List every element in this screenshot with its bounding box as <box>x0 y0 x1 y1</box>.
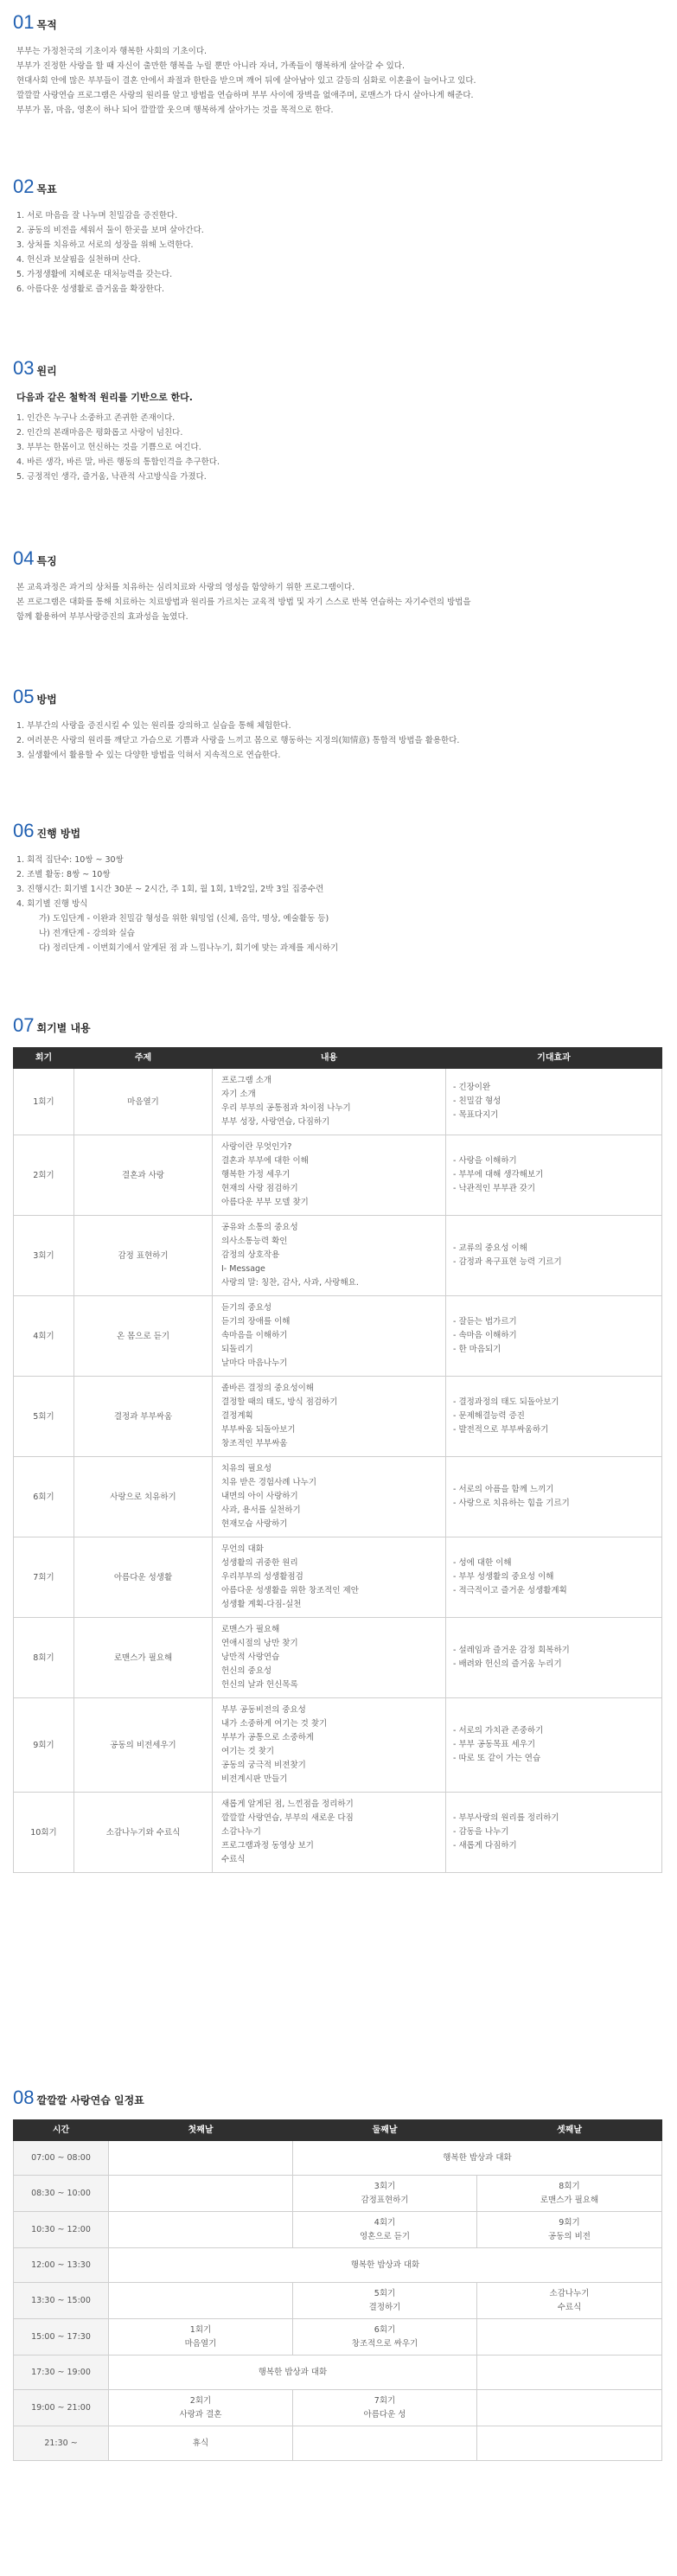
list-item: 4. 회기별 진행 방식 <box>16 899 88 910</box>
table-row <box>14 2212 662 2248</box>
session-number-cell: 8회기 <box>14 1618 74 1698</box>
empty-cell <box>109 2176 293 2212</box>
content-item: 현재모습 사랑하기 <box>221 1519 288 1530</box>
table-row <box>14 2355 662 2390</box>
list-item: 3. 실생활에서 활용할 수 있는 다양한 방법을 익혀서 지속적으로 연습한다. <box>16 751 281 761</box>
content-item: 아름다운 성생활을 위한 창조적인 제안 <box>221 1586 359 1596</box>
effect-list <box>453 1724 655 1766</box>
session-no: 소감나누기 <box>549 2288 590 2298</box>
content-item: 연애시절의 낭만 찾기 <box>221 1639 298 1649</box>
content-item: 부부 성장, 사랑연습, 다짐하기 <box>221 1117 330 1128</box>
effect-item: - 사랑을 이해하기 <box>453 1156 517 1167</box>
session-topic: 마음열기 <box>184 2338 217 2349</box>
schedule-cell <box>293 2283 477 2319</box>
session-effect-cell <box>446 1793 662 1873</box>
content-item: 현재의 사랑 점검하기 <box>221 1184 298 1194</box>
effect-item: - 적극적이고 즐거운 성생활계획 <box>453 1586 567 1596</box>
effect-list <box>453 1812 655 1853</box>
session-content-cell <box>213 1069 446 1135</box>
meal-cell: 행복한 밥상과 대화 <box>109 2248 662 2283</box>
session-number-cell: 2회기 <box>14 1135 74 1216</box>
session-topic-cell: 공동의 비전세우기 <box>74 1698 213 1793</box>
session-content-cell <box>213 1457 446 1537</box>
list-item: 2. 여러분은 사랑의 원리를 깨닫고 가슴으로 기쁨과 사랑을 느끼고 몸으로 행동하는 지정의(知情意) 통합적 방법을 활용한다. <box>16 736 460 746</box>
content-list <box>221 1221 437 1290</box>
session-topic-cell: 아름다운 성생활 <box>74 1537 213 1618</box>
effect-item: - 속마음 이해하기 <box>453 1331 517 1341</box>
list-item: 2. 조별 활동: 8쌍 ~ 10쌍 <box>16 870 111 880</box>
schedule-cell <box>109 2319 293 2355</box>
session-no: 6회기 <box>374 2324 396 2335</box>
section-title: 특징 <box>36 555 57 567</box>
effect-list <box>453 1644 655 1672</box>
content-item: 로맨스가 필요해 <box>221 1625 280 1635</box>
effect-item: - 설레임과 즐거운 감정 회복하기 <box>453 1646 570 1656</box>
content-item: 사랑이란 무엇인가? <box>221 1142 292 1153</box>
list-item: 3. 부부는 한몸이고 헌신하는 것을 기쁨으로 여긴다. <box>16 442 201 452</box>
table-row <box>14 1069 662 1135</box>
session-no: 7회기 <box>374 2395 396 2406</box>
section-title: 진행 방법 <box>36 828 81 840</box>
session-topic: 공동의 비전 <box>548 2231 591 2241</box>
section-principles <box>13 359 661 484</box>
list-item: 3. 진행시간: 회기별 1시간 30분 ~ 2시간, 주 1회, 월 1회, 1박2일, 2박 3일 집중수련 <box>16 885 324 895</box>
effect-item: - 새롭게 다짐하기 <box>453 1841 517 1851</box>
column-header: 기대효과 <box>446 1048 662 1069</box>
section-goals <box>13 177 661 297</box>
schedule-cell <box>293 2319 477 2355</box>
effect-item: - 부부사랑의 원리를 정리하기 <box>453 1813 559 1824</box>
content-item: 치유의 필요성 <box>221 1464 272 1474</box>
session-topic-cell: 감정 표현하기 <box>74 1216 213 1296</box>
meal-cell: 행복한 밥상과 대화 <box>293 2141 662 2176</box>
content-item: 우리부부의 성생활점검 <box>221 1572 303 1582</box>
session-effect-cell <box>446 1296 662 1377</box>
effect-item: - 부부 성생활의 중요성 이해 <box>453 1572 554 1582</box>
schedule-cell <box>293 2390 477 2426</box>
sessions-table <box>13 1047 662 1873</box>
list-item: 5. 긍정적인 생각, 즐거움, 낙관적 사고방식을 가졌다. <box>16 471 207 482</box>
content-item: 부부싸움 되돌아보기 <box>221 1425 296 1435</box>
text-line: 부부가 진정한 사랑을 할 때 자신이 출만한 행복을 누릴 뿐만 아니라 자녀, 가족들이 행복하게 살아갈 수 있다. <box>16 61 405 72</box>
content-item: 공동의 궁극적 비전찾기 <box>221 1761 306 1771</box>
table-row <box>14 2176 662 2212</box>
table-row <box>14 1296 662 1377</box>
content-list <box>221 1798 437 1867</box>
column-header: 주제 <box>74 1048 213 1069</box>
session-number-cell: 6회기 <box>14 1457 74 1537</box>
principles-lead: 다음과 같은 철학적 원리를 기반으로 한다. <box>16 392 193 404</box>
session-effect-cell <box>446 1377 662 1457</box>
effect-item: - 교류의 중요성 이해 <box>453 1243 527 1254</box>
effect-item: - 발전적으로 부부싸움하기 <box>453 1425 549 1435</box>
content-item: 여기는 것 찾기 <box>221 1747 275 1757</box>
session-content-cell <box>213 1216 446 1296</box>
section-heading <box>13 13 661 34</box>
section-progress <box>13 821 661 956</box>
content-item: 내면의 아이 사랑하기 <box>221 1492 298 1502</box>
time-cell: 12:00 ~ 13:30 <box>14 2248 109 2283</box>
section-schedule <box>13 2088 661 2461</box>
principles-list <box>13 411 661 484</box>
table-header-row <box>14 2120 662 2141</box>
session-effect-cell <box>446 1618 662 1698</box>
effect-item: - 사랑으로 치유하는 힘을 기르기 <box>453 1499 570 1509</box>
content-list <box>221 1703 437 1787</box>
section-title: 방법 <box>36 694 57 706</box>
session-number-cell: 1회기 <box>14 1069 74 1135</box>
session-content-cell <box>213 1793 446 1873</box>
section-heading <box>13 1016 661 1037</box>
session-topic-cell: 마음열기 <box>74 1069 213 1135</box>
time-cell: 13:30 ~ 15:00 <box>14 2283 109 2319</box>
schedule-cell <box>109 2390 293 2426</box>
session-no: 1회기 <box>189 2324 212 2335</box>
section-number: 03 <box>13 357 35 379</box>
content-item: 성생활 계획-다짐-실천 <box>221 1600 302 1610</box>
list-item: 3. 상처를 치유하고 서로의 성장을 위해 노력한다. <box>16 240 194 251</box>
table-row <box>14 1793 662 1873</box>
time-cell: 17:30 ~ 19:00 <box>14 2355 109 2390</box>
session-content-cell <box>213 1537 446 1618</box>
effect-item: - 감정과 욕구표현 능력 기르기 <box>453 1257 562 1268</box>
session-no: 4회기 <box>374 2217 396 2228</box>
content-item: 결혼과 부부에 대한 이해 <box>221 1156 309 1167</box>
content-item: 졸바른 결정의 중요성이해 <box>221 1384 314 1394</box>
list-item: 6. 아름다운 성생활로 즐거움을 확장한다. <box>16 284 164 295</box>
text-line: 깔깔깔 사랑연습 프로그램은 사랑의 원리를 알고 방법을 연습하며 부부 사이에 장벽을 없애주며, 로맨스가 다시 살아나게 해준다. <box>16 91 474 101</box>
session-no: 2회기 <box>189 2395 212 2406</box>
session-topic: 감정표현하기 <box>361 2195 409 2205</box>
effect-item: - 부부에 대해 생각해보기 <box>453 1170 544 1180</box>
section-number: 01 <box>13 11 35 33</box>
table-row <box>14 1698 662 1793</box>
session-no: 9회기 <box>559 2217 580 2228</box>
empty-cell <box>109 2141 293 2176</box>
table-row <box>14 1618 662 1698</box>
session-topic: 아름다운 성 <box>363 2409 406 2419</box>
effect-list <box>453 1242 655 1269</box>
session-number-cell: 3회기 <box>14 1216 74 1296</box>
table-row <box>14 2283 662 2319</box>
schedule-table-body <box>14 2141 662 2461</box>
list-item: 4. 헌신과 보살핌을 실천하며 산다. <box>16 255 141 265</box>
effect-item: - 잘듣는 법가르기 <box>453 1317 517 1327</box>
section-methods <box>13 687 661 763</box>
progress-list <box>13 853 661 956</box>
session-topic: 영혼으로 듣기 <box>359 2231 411 2241</box>
effect-list <box>453 1154 655 1196</box>
effect-item: - 성에 대한 이해 <box>453 1558 512 1569</box>
session-number-cell: 7회기 <box>14 1537 74 1618</box>
effect-list <box>453 1081 655 1122</box>
text-line: 부부가 몸, 마음, 영혼이 하나 되어 깔깔깔 웃으며 행복하게 살아가는 것을 목적으로 한다. <box>16 105 334 116</box>
table-row <box>14 1377 662 1457</box>
section-title: 깔깔깔 사랑연습 일정표 <box>36 2094 144 2106</box>
content-item: 부부가 공통으로 소중하게 <box>221 1733 314 1743</box>
content-item: 우리 부부의 공통점과 차이점 나누기 <box>221 1103 351 1114</box>
section-number: 08 <box>13 2087 35 2108</box>
session-topic: 창조적으로 싸우기 <box>351 2338 418 2349</box>
sessions-table-body <box>14 1069 662 1873</box>
effect-list <box>453 1315 655 1357</box>
session-topic: 수료식 <box>557 2302 582 2312</box>
effect-item: - 서로의 아픔을 함께 느끼기 <box>453 1485 554 1495</box>
schedule-table <box>13 2119 662 2461</box>
text-line: 본 프로그램은 대화를 통해 치료하는 치료방법과 원리를 가르치는 교육적 방법 및 자기 스스로 반복 연습하는 자기수련의 방법을 <box>16 598 471 608</box>
schedule-cell <box>477 2212 662 2248</box>
content-item: 행복한 가정 세우기 <box>221 1170 291 1180</box>
list-item: 1. 서로 마음을 잘 나누며 친밀감을 증진한다. <box>16 211 178 221</box>
section-purpose <box>13 13 661 118</box>
schedule-cell <box>477 2176 662 2212</box>
content-item: 무언의 대화 <box>221 1544 264 1555</box>
content-item: 비전계시판 만들기 <box>221 1774 288 1785</box>
section-number: 05 <box>13 686 35 707</box>
effect-list <box>453 1483 655 1511</box>
section-features <box>13 549 661 624</box>
section-number: 04 <box>13 547 35 569</box>
content-item: 헌신의 날과 헌신목록 <box>221 1680 298 1691</box>
content-item: 헌신의 중요성 <box>221 1666 272 1677</box>
list-item: 4. 바른 생각, 바른 말, 바른 행동의 통합인격을 추구한다. <box>16 457 220 467</box>
content-item: 사랑의 말: 칭찬, 감사, 사과, 사랑해요. <box>221 1278 359 1288</box>
text-line: 현대사회 안에 많은 부부들이 결혼 안에서 좌절과 한탄을 받으며 깨어 뒤에 살아남아 있고 갈등의 심화로 이혼율이 늘어나고 있다. <box>16 76 476 86</box>
schedule-cell <box>293 2212 477 2248</box>
content-item: 프로그램 소개 <box>221 1076 272 1086</box>
column-header: 내용 <box>213 1048 446 1069</box>
session-content-cell <box>213 1618 446 1698</box>
purpose-text <box>13 44 661 118</box>
column-header: 시간 <box>14 2120 109 2141</box>
text-line: 함께 활용하여 부부사랑증진의 효과성을 높였다. <box>16 612 188 623</box>
content-item: 깔깔깔 사랑연습, 부부의 새로운 다짐 <box>221 1813 354 1824</box>
table-row <box>14 1216 662 1296</box>
meal-cell: 행복한 밥상과 대화 <box>109 2355 477 2390</box>
effect-item: - 목표다지기 <box>453 1110 499 1121</box>
effect-item: - 따로 또 같이 가는 연습 <box>453 1754 541 1764</box>
table-row <box>14 2248 662 2283</box>
content-item: 창조적인 부부싸움 <box>221 1439 288 1449</box>
session-topic-cell: 결혼과 사랑 <box>74 1135 213 1216</box>
time-cell: 10:30 ~ 12:00 <box>14 2212 109 2248</box>
content-item: I- Message <box>221 1264 265 1275</box>
list-item: 2. 인간의 본래마음은 평화롭고 사랑이 넘친다. <box>16 427 183 438</box>
empty-cell <box>109 2212 293 2248</box>
section-heading <box>13 821 661 842</box>
table-row <box>14 2426 662 2461</box>
time-cell: 07:00 ~ 08:00 <box>14 2141 109 2176</box>
empty-cell <box>477 2355 662 2390</box>
empty-cell <box>477 2319 662 2355</box>
empty-cell <box>477 2426 662 2461</box>
content-item: 프로그램과정 동영상 보기 <box>221 1841 314 1851</box>
session-topic: 결정하기 <box>368 2302 401 2312</box>
time-cell: 19:00 ~ 21:00 <box>14 2390 109 2426</box>
effect-item: - 한 마음되기 <box>453 1345 501 1355</box>
section-title: 원리 <box>36 365 57 377</box>
session-effect-cell <box>446 1135 662 1216</box>
session-topic: 사랑과 결혼 <box>179 2409 222 2419</box>
time-cell: 15:00 ~ 17:30 <box>14 2319 109 2355</box>
session-number-cell: 5회기 <box>14 1377 74 1457</box>
table-row <box>14 2390 662 2426</box>
effect-item: - 문제해결능력 증진 <box>453 1411 525 1422</box>
session-effect-cell <box>446 1457 662 1537</box>
effect-item: - 결정과정의 태도 되돌아보기 <box>453 1397 559 1408</box>
session-effect-cell <box>446 1698 662 1793</box>
content-list <box>221 1462 437 1531</box>
section-heading <box>13 359 661 380</box>
text-line: 본 교육과정은 과거의 상처를 치유하는 심리치료와 사랑의 영성을 함양하기 위한 프로그램이다. <box>16 583 355 593</box>
session-content-cell <box>213 1296 446 1377</box>
session-content-cell <box>213 1135 446 1216</box>
effect-item: - 배려와 헌신의 즐거움 누리기 <box>453 1659 562 1670</box>
session-topic-cell: 사랑으로 치유하기 <box>74 1457 213 1537</box>
content-item: 수료식 <box>221 1855 246 1865</box>
section-number: 02 <box>13 176 35 197</box>
session-effect-cell <box>446 1537 662 1618</box>
content-item: 새롭게 알게된 점, 느낀점을 정리하기 <box>221 1799 354 1810</box>
session-number-cell: 9회기 <box>14 1698 74 1793</box>
effect-item: - 서로의 가치관 존중하기 <box>453 1726 544 1736</box>
content-item: 듣기의 중요성 <box>221 1303 272 1314</box>
table-row <box>14 2141 662 2176</box>
session-topic: 로맨스가 필요해 <box>540 2195 599 2205</box>
list-subitem: 다) 정리단계 - 이번회기에서 알게된 점 과 느낌나누기, 회기에 맞는 과제를 제시하기 <box>39 943 339 954</box>
content-item: 부부 공동비전의 중요성 <box>221 1705 306 1716</box>
list-item: 2. 공동의 비전을 세워서 둘이 한곳을 보며 살아간다. <box>16 226 204 236</box>
schedule-cell <box>293 2176 477 2212</box>
section-heading <box>13 2088 661 2109</box>
session-content-cell <box>213 1377 446 1457</box>
time-cell: 08:30 ~ 10:00 <box>14 2176 109 2212</box>
content-item: 감정의 상호작용 <box>221 1250 280 1261</box>
content-item: 사과, 용서를 실천하기 <box>221 1505 301 1516</box>
empty-cell <box>109 2283 293 2319</box>
effect-list <box>453 1396 655 1437</box>
section-sessions <box>13 1016 661 1873</box>
effect-item: - 낙관적인 부부관 갖기 <box>453 1184 536 1194</box>
section-number: 07 <box>13 1014 35 1036</box>
column-header: 첫째날 <box>109 2120 293 2141</box>
empty-cell <box>293 2426 477 2461</box>
list-item: 1. 인간은 누구나 소중하고 존귀한 존재이다. <box>16 412 176 423</box>
schedule-cell <box>109 2426 293 2461</box>
table-row <box>14 2319 662 2355</box>
content-item: 날마다 마음나누기 <box>221 1358 288 1369</box>
session-content-cell <box>213 1698 446 1793</box>
goals-list <box>13 208 661 297</box>
content-list <box>221 1382 437 1451</box>
session-topic-cell: 온 몸으로 듣기 <box>74 1296 213 1377</box>
session-effect-cell <box>446 1069 662 1135</box>
session-topic-cell: 로맨스가 필요해 <box>74 1618 213 1698</box>
session-number-cell: 10회기 <box>14 1793 74 1873</box>
section-title: 목표 <box>36 183 57 195</box>
session-no: 3회기 <box>374 2181 396 2191</box>
column-header: 셋째날 <box>477 2120 662 2141</box>
content-item: 아름다운 부부 모델 찾기 <box>221 1198 309 1208</box>
content-list <box>221 1543 437 1612</box>
content-item: 치유 받은 경험사례 나누기 <box>221 1478 317 1488</box>
table-row <box>14 1537 662 1618</box>
table-row <box>14 1135 662 1216</box>
content-list <box>221 1623 437 1692</box>
rest-label: 휴식 <box>192 2438 209 2448</box>
content-item: 속마음을 이해하기 <box>221 1331 288 1341</box>
table-row <box>14 1457 662 1537</box>
content-list <box>221 1074 437 1129</box>
session-number-cell: 4회기 <box>14 1296 74 1377</box>
content-list <box>221 1141 437 1210</box>
list-item: 1. 회적 집단수: 10쌍 ~ 30쌍 <box>16 855 124 866</box>
session-topic-cell: 소감나누기와 수료식 <box>74 1793 213 1873</box>
column-header: 둘째날 <box>293 2120 477 2141</box>
content-item: 성생활의 귀중한 원리 <box>221 1558 298 1569</box>
section-heading <box>13 687 661 708</box>
list-subitem: 나) 전개단계 - 강의와 실습 <box>39 929 135 939</box>
content-item: 공유와 소통의 중요성 <box>221 1223 298 1233</box>
session-effect-cell <box>446 1216 662 1296</box>
session-no: 5회기 <box>374 2288 396 2298</box>
content-item: 내가 소중하게 여기는 것 찾기 <box>221 1719 328 1729</box>
methods-list <box>13 719 661 763</box>
time-cell: 21:30 ~ <box>14 2426 109 2461</box>
column-header: 회기 <box>14 1048 74 1069</box>
section-number: 06 <box>13 820 35 841</box>
content-item: 결정계획 <box>221 1411 253 1422</box>
content-item: 자기 소개 <box>221 1090 256 1100</box>
effect-item: - 친밀감 형성 <box>453 1096 501 1107</box>
content-item: 되돌리기 <box>221 1345 253 1355</box>
section-title: 회기별 내용 <box>36 1022 91 1034</box>
schedule-cell <box>477 2283 662 2319</box>
session-topic-cell: 결정과 부부싸움 <box>74 1377 213 1457</box>
content-list <box>221 1301 437 1371</box>
effect-item: - 긴장이완 <box>453 1083 491 1093</box>
section-heading <box>13 549 661 570</box>
list-item: 1. 부부간의 사랑을 증진시킬 수 있는 원리를 강의하고 실습을 통해 체험한다. <box>16 721 291 732</box>
content-item: 소감나누기 <box>221 1827 261 1838</box>
effect-list <box>453 1556 655 1598</box>
list-subitem: 가) 도입단계 - 이완과 친밀감 형성을 위한 워밍업 (신체, 음악, 명상, 예술활동 등) <box>39 914 329 924</box>
session-no: 8회기 <box>559 2181 580 2191</box>
content-item: 결정할 때의 태도, 방식 점검하기 <box>221 1397 338 1408</box>
empty-cell <box>477 2390 662 2426</box>
features-text <box>13 580 661 624</box>
section-heading <box>13 177 661 198</box>
effect-item: - 감동을 나누기 <box>453 1827 509 1838</box>
content-item: 듣기의 장애를 이해 <box>221 1317 291 1327</box>
effect-item: - 부부 공동목표 세우기 <box>453 1740 536 1750</box>
section-title: 목적 <box>36 19 57 31</box>
content-item: 낭만적 사랑연습 <box>221 1652 280 1663</box>
table-header-row <box>14 1048 662 1069</box>
list-item: 5. 가정생활에 지혜로운 대처능력을 갖는다. <box>16 270 173 280</box>
text-line: 부부는 가정천국의 기초이자 행복한 사회의 기초이다. <box>16 47 208 57</box>
content-item: 의사소통능력 확인 <box>221 1237 288 1247</box>
